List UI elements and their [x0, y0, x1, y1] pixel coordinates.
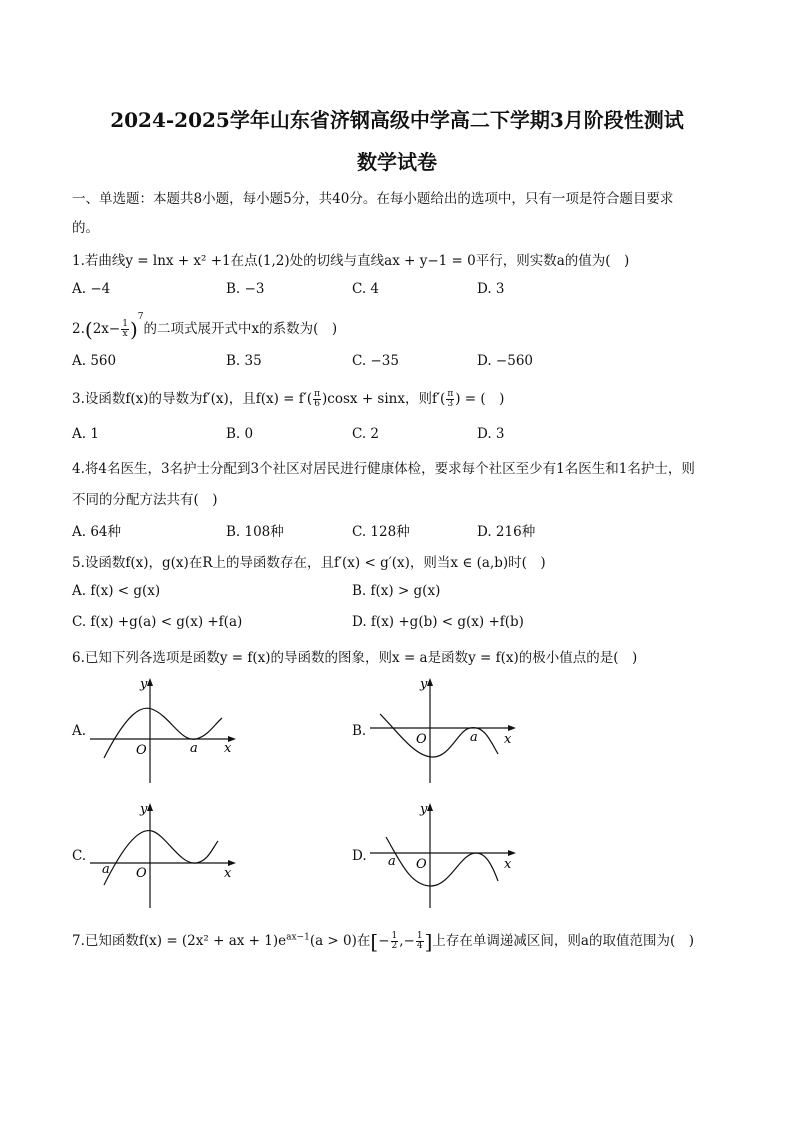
graph-d-a-label: a — [388, 854, 396, 869]
section-heading-cont: 的。 — [72, 220, 99, 236]
q5-option-d: D. f(x) +g(b) < g(x) +f(b) — [352, 614, 524, 630]
y-axis-arrow-icon — [427, 803, 433, 811]
q7-fraction-2 — [416, 932, 424, 951]
graph-b-a-label: a — [470, 730, 478, 745]
q4-option-c: C. 128种 — [352, 524, 410, 540]
question-1-stem: 1.若曲线y = lnx + x² +1在点(1,2)处的切线与直线ax + y−1 = 0平行，则实数a的值为( ) — [72, 253, 630, 269]
graph-c-x-label: x — [224, 866, 232, 881]
q3-frac2-num: π — [447, 389, 454, 399]
exam-title: 2024-2025学年山东省济钢高级中学高二下学期3月阶段性测试 — [110, 108, 684, 132]
q2-base: 2x− — [92, 321, 121, 337]
exam-subtitle: 数学试卷 — [357, 150, 437, 174]
question-3-stem — [72, 387, 504, 409]
q5-option-a: A. f(x) < g(x) — [72, 583, 161, 599]
q7-stem-c: 上存在单调递减区间，则a的取值范围为( ) — [432, 933, 695, 949]
q7-frac1-num: 1 — [391, 931, 398, 941]
graph-c-a-label: a — [102, 862, 110, 877]
q7-stem-a: 7.已知函数f(x) = (2x² + ax + 1)e — [72, 933, 287, 949]
y-axis-arrow-icon — [147, 803, 153, 811]
q7-frac2-den: 4 — [416, 941, 423, 951]
graph-d — [366, 795, 526, 910]
graph-a-x-label: x — [224, 741, 232, 756]
q7-frac1-den: 2 — [391, 941, 398, 951]
y-axis-arrow-icon — [427, 678, 433, 686]
question-2-stem — [72, 312, 337, 342]
left-bracket: [ — [370, 929, 379, 954]
q1-option-b: B. −3 — [226, 281, 265, 297]
graph-c-label: C. — [72, 848, 87, 864]
y-axis-arrow-icon — [147, 678, 153, 686]
q2-exponent: 7 — [137, 312, 144, 322]
question-5-stem: 5.设函数f(x)，g(x)在R上的导函数存在，且f′(x) < g′(x)，则当x ∈ (a,b)时( ) — [72, 555, 546, 571]
question-4-stem-cont: 不同的分配方法共有( ) — [72, 492, 218, 508]
q2-option-b: B. 35 — [226, 353, 262, 369]
derivative-curve — [104, 708, 222, 758]
q7-frac2-num: 1 — [416, 931, 423, 941]
q7-exponent: ax−1 — [286, 932, 310, 943]
q3-stem-a: 3.设函数f(x)的导数为f′(x)，且f(x) = f′( — [72, 391, 313, 407]
q2-option-a: A. 560 — [72, 353, 117, 369]
derivative-curve — [386, 837, 498, 886]
q3-fraction-1 — [313, 390, 321, 409]
section-heading: 一、单选题：本题共8小题，每小题5分，共40分。在每小题给出的选项中，只有一项是符合题目要求 — [72, 191, 674, 207]
right-bracket: ] — [424, 929, 433, 954]
derivative-curve — [104, 831, 218, 885]
question-7-stem — [72, 929, 694, 954]
q7-comma: ,− — [399, 933, 415, 949]
left-paren: ( — [84, 317, 93, 342]
q3-frac1-den: 6 — [314, 399, 320, 409]
graph-d-label: D. — [352, 848, 367, 864]
q3-frac2-den: 3 — [447, 399, 454, 409]
graph-b-x-label: x — [504, 732, 512, 747]
graph-b — [366, 670, 526, 785]
q3-option-a: A. 1 — [72, 426, 99, 442]
graph-d-origin-label: O — [416, 857, 427, 872]
graph-b-label: B. — [352, 723, 367, 739]
derivative-curve — [380, 714, 498, 757]
right-paren: ) — [129, 317, 138, 342]
graph-a-y-label: y — [140, 677, 148, 692]
graph-b-y-label: y — [420, 677, 428, 692]
q4-option-a: A. 64种 — [72, 524, 122, 540]
q1-option-a: A. −4 — [72, 281, 111, 297]
graph-c-origin-label: O — [136, 866, 147, 881]
q1-option-c: C. 4 — [352, 281, 380, 297]
graph-a-a-label: a — [190, 741, 198, 756]
q4-option-b: B. 108种 — [226, 524, 284, 540]
q3-frac1-num: π — [314, 389, 321, 399]
q2-fraction — [121, 320, 129, 339]
q4-option-d: D. 216种 — [477, 524, 536, 540]
graph-d-x-label: x — [504, 857, 512, 872]
q2-suffix: 的二项式展开式中x的系数为( ) — [143, 321, 338, 337]
q2-prefix: 2. — [72, 321, 85, 337]
graph-c — [86, 795, 246, 910]
q2-frac-num: 1 — [122, 319, 128, 329]
graph-a — [86, 670, 246, 785]
x-axis-arrow-icon — [508, 850, 516, 856]
q3-option-b: B. 0 — [226, 426, 254, 442]
q3-option-d: D. 3 — [477, 426, 505, 442]
q5-option-c: C. f(x) +g(a) < g(x) +f(a) — [72, 614, 243, 630]
q3-option-c: C. 2 — [352, 426, 380, 442]
q3-fraction-2 — [446, 390, 454, 409]
graph-d-y-label: y — [420, 802, 428, 817]
q5-option-b: B. f(x) > g(x) — [352, 583, 441, 599]
q7-minus-1: − — [378, 933, 390, 949]
graph-b-origin-label: O — [416, 732, 427, 747]
x-axis-arrow-icon — [508, 725, 516, 731]
q3-stem-c: ) = ( ) — [455, 391, 505, 407]
graph-a-label: A. — [72, 723, 87, 739]
graph-c-y-label: y — [140, 802, 148, 817]
question-4-stem: 4.将4名医生，3名护士分配到3个社区对居民进行健康体检，要求每个社区至少有1名医生和1名护士，则 — [72, 461, 695, 477]
q7-stem-b: (a > 0)在 — [309, 933, 371, 949]
q2-option-d: D. −560 — [477, 353, 534, 369]
q2-frac-den: x — [122, 329, 128, 339]
q2-option-c: C. −35 — [352, 353, 399, 369]
q3-stem-b: )cosx + sinx，则f′( — [322, 391, 446, 407]
q1-option-d: D. 3 — [477, 281, 505, 297]
question-6-stem: 6.已知下列各选项是函数y = f(x)的导函数的图象，则x = a是函数y = f(x)的极小值点的是( ) — [72, 650, 638, 666]
q7-fraction-1 — [391, 932, 399, 951]
graph-a-origin-label: O — [136, 743, 147, 758]
